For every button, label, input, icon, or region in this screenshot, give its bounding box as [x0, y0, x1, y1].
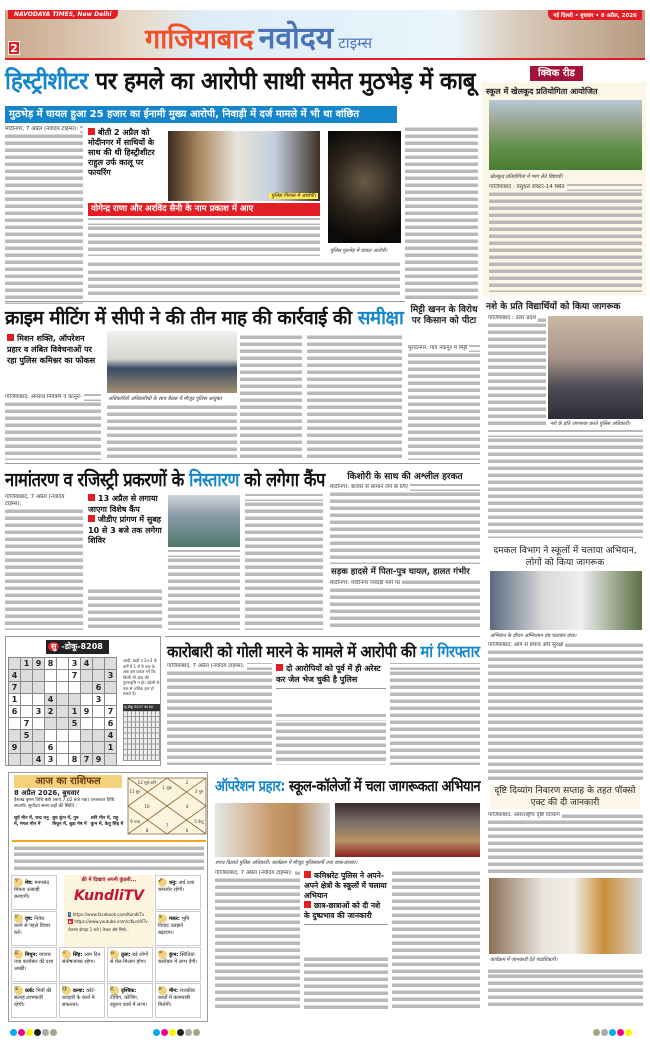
sudoku-cell[interactable]: 4 [45, 694, 57, 706]
sudoku-cell[interactable]: 4 [105, 730, 117, 742]
rashifal-date: 8 अप्रैल 2026, बुधवार [14, 789, 80, 797]
lead-headline: हिस्ट्रीशीटर पर हमले का आरोपी साथी समेत मुठभेड़ में काबू [5, 67, 476, 95]
quick-story4-photo [489, 878, 642, 954]
sudoku-cell[interactable]: 9 [33, 658, 45, 670]
crime-text-col2 [107, 404, 237, 460]
sudoku-cell[interactable] [9, 730, 21, 742]
kundli-house: 7 [165, 823, 169, 828]
zodiac-sign: ♏ वृश्चिक: टीचिंग, कोचिंग, ट्यूशन कार्य में लाभ। [107, 983, 153, 1018]
zodiac-glyph-icon: ♒ [158, 950, 167, 959]
quick-story2-text: गाजियाबाद : उत्तर प्रदेश [488, 315, 546, 425]
sudoku-cell[interactable]: 4 [33, 754, 45, 766]
sudoku-cell[interactable] [9, 754, 21, 766]
quick-story2-photo [548, 316, 643, 419]
kundli-house: 3 गुरु [194, 789, 204, 794]
zodiac-sign: ♈ मेष: मनपसंद मित्रता उत्साही बनाएगी। [11, 875, 57, 910]
sudoku-cell[interactable] [33, 670, 45, 682]
sudoku-cell[interactable]: 3 [69, 658, 81, 670]
sudoku-cell[interactable] [57, 706, 69, 718]
sudoku-cell[interactable]: 7 [105, 706, 117, 718]
zodiac-glyph-icon: ♈ [14, 878, 23, 887]
sudoku-cell[interactable] [33, 694, 45, 706]
quick-story2-headline: नशे के प्रति विद्यार्थियों को किया जागरूक [486, 302, 621, 312]
sudoku-instructions: आड़ी, खड़ी व 3×3 के वर्गों में 1 से 9 तक के अंक इस प्रकार भरें कि किसी भी अंक की पुनरावृत्ति न हो। पहेली के एक से अधिक हल हो सकते हैं। [123, 658, 160, 696]
sudoku-cell[interactable] [81, 742, 93, 754]
sudoku-cell[interactable] [9, 658, 21, 670]
zodiac-glyph-icon: ♌ [62, 950, 71, 959]
prahar-caption: शपथ दिलाते पुलिस अधिकारी। कार्यक्रम में मौजूद पुलिसकर्मी तथा छात्र-छात्राएं। [215, 860, 358, 866]
sudoku-cell[interactable]: 8 [69, 754, 81, 766]
kundli-ad [64, 875, 154, 947]
shooting-text-col3 [390, 663, 480, 765]
camp-text-col4 [245, 494, 323, 630]
zodiac-sign: ♑ मकर: भूमि विवाद उलझनें बढ़ाएगा। [155, 911, 201, 946]
prahar-photo-oath [215, 803, 330, 857]
lead-text-col1: मोदीनगर, 7 अप्रैल (नवोदय टाइम्स): [5, 126, 83, 304]
crime-text-col1: गाजियाबाद: अपराध नियंत्रण व कानून- [5, 394, 101, 460]
quick-read-tag: क्विक रीड [530, 66, 583, 81]
masthead-tag: NAVODAYA TIMES, New Delhi [8, 10, 118, 19]
lead-text-col-right [405, 126, 478, 301]
kundli-house: 12 सूर्य,शनि [137, 780, 157, 785]
page-number: 2 [8, 41, 20, 55]
sudoku-cell[interactable]: 6 [9, 706, 21, 718]
lead-photo-caption: पुलिस गिरफ्त में आरोपी। [271, 193, 316, 199]
sudoku-cell[interactable] [57, 694, 69, 706]
sudoku-cell[interactable] [57, 670, 69, 682]
sudoku-cell[interactable]: 6 [105, 718, 117, 730]
farmer-text: मुरादनगर: गांव नेकपुर में मिट्टी [408, 345, 480, 460]
shooting-headline: कारोबारी को गोली मारने के मामले में आरोपी की मां गिरफ्तार [167, 642, 480, 661]
sudoku-cell[interactable] [45, 682, 57, 694]
sudoku-cell[interactable]: 6 [93, 682, 105, 694]
lead-text-bottom [88, 262, 400, 298]
sudoku-cell[interactable]: 9 [93, 754, 105, 766]
sudoku-cell[interactable] [33, 718, 45, 730]
sudoku-cell[interactable]: 2 [45, 706, 57, 718]
sudoku [5, 636, 161, 766]
registration-marks-left [10, 1021, 58, 1040]
sudoku-cell[interactable] [21, 754, 33, 766]
sudoku-cell[interactable] [93, 658, 105, 670]
sudoku-cell[interactable] [9, 718, 21, 730]
sudoku-cell[interactable] [57, 754, 69, 766]
lead-subhead: मुठभेड़ में घायल हुआ 25 हजार का ईनामी मुख्य आरोपी, निवाड़ी में दर्ज मामले में भी था वांछित [9, 109, 360, 120]
sudoku-cell[interactable] [45, 718, 57, 730]
sudoku-cell[interactable] [45, 670, 57, 682]
quick-story4-headline: दृष्टि दिव्यांग निवारण सप्ताह के तहत पॉक्सो एक्ट की दी जानकारी [490, 785, 640, 809]
sudoku-cell[interactable] [45, 730, 57, 742]
sudoku-cell[interactable] [33, 682, 45, 694]
sudoku-cell[interactable]: 3 [105, 670, 117, 682]
planet-position: शनि मीन में, राहु कुंभ में, केतु सिंह में [90, 816, 124, 827]
shooting-text-col2 [276, 714, 386, 765]
sudoku-cell[interactable] [33, 742, 45, 754]
camp-text-col3 [168, 550, 240, 630]
kundli-chart [127, 777, 207, 835]
farmer-headline: मिट्टी खनन के विरोध पर किसान को पीटा [410, 305, 478, 326]
quick-story4-text: गाजियाबाद: अंतरराष्ट्रीय दृष्टि दिव्यांग [488, 812, 643, 874]
registration-marks-right [593, 1021, 633, 1040]
prahar-text-col3 [392, 870, 480, 1010]
sudoku-cell[interactable] [81, 670, 93, 682]
quick-story3-headline: दमकल विभाग ने स्कूलों में चलाया अभियान, लोगों को किया जागरूक [493, 546, 637, 568]
sudoku-grid[interactable] [8, 657, 117, 766]
kundli-ad-title: फ्री में दिखाएं अपनी कुंडली... [81, 877, 137, 883]
quick-story4-caption: कार्यक्रम में जानकारी देते पदाधिकारी। [490, 957, 558, 963]
quick-story2-caption: नशे के प्रति जागरूक करते पुलिस अधिकारी। [550, 421, 631, 427]
sudoku-cell[interactable] [81, 730, 93, 742]
sudoku-solution-title: सु-डोकू 8207 का हल [123, 704, 160, 711]
kundli-house: 4 [185, 804, 189, 809]
prahar-text-col1: गाजियाबाद, 7 अप्रैल (नवोदय टाइम्स): [215, 870, 300, 1010]
kundli-facebook-link[interactable]: f https://www.facebook.com/KundliTv [69, 912, 145, 917]
kundli-house: 9 चन्द्र [130, 819, 140, 824]
shooting-text-col1: गाजियाबाद, 7 अप्रैल (नवोदय टाइम्स): [167, 663, 272, 765]
sudoku-cell[interactable] [93, 742, 105, 754]
zodiac-glyph-icon: ♐ [158, 878, 167, 887]
sudoku-title: सु -डोकू-8208 [46, 640, 109, 654]
zodiac-sign: ♎ तुला: बड़े लोगों से मेल-मिलाप होगा। [107, 947, 153, 982]
sudoku-cell[interactable] [81, 682, 93, 694]
girl-headline: किशोरी के साथ की अश्लील हरकत [347, 472, 463, 482]
youtube-icon: ▶ [69, 919, 73, 924]
sudoku-cell[interactable] [69, 682, 81, 694]
zodiac-glyph-icon: ♍ [62, 986, 71, 995]
camp-photo [168, 495, 240, 547]
sudoku-cell[interactable]: 7 [9, 682, 21, 694]
crime-caption: अधिकारियों अधिकारियों के साथ बैठक में मौजूद पुलिस आयुक्त [108, 396, 222, 402]
sudoku-cell[interactable] [69, 694, 81, 706]
rashifal [8, 772, 208, 1022]
lead-text-box [88, 218, 320, 256]
kundli-house: 2 [185, 780, 189, 785]
title-times: टाइम्स [338, 34, 373, 52]
crime-photo [107, 331, 237, 393]
lead-photo-arrest [168, 131, 320, 201]
sudoku-cell[interactable]: 8 [45, 658, 57, 670]
sudoku-cell[interactable] [105, 754, 117, 766]
kundli-house: 11 बुध [129, 789, 141, 794]
sudoku-cell[interactable] [57, 682, 69, 694]
zodiac-sign: ♌ सिंह: आम दिन संतोषजनक रहेगा। [59, 947, 105, 982]
sudoku-cell[interactable] [105, 694, 117, 706]
masthead-date: नई दिल्ली • बुधवार • 8 अप्रैल, 2026 [548, 10, 642, 20]
zodiac-glyph-icon: ♋ [14, 986, 23, 995]
zodiac-glyph-icon: ♎ [110, 950, 119, 959]
kundli-house: 10 [144, 804, 150, 809]
sudoku-cell[interactable]: 1 [21, 658, 33, 670]
sudoku-cell[interactable] [57, 730, 69, 742]
sudoku-cell[interactable]: 4 [81, 658, 93, 670]
sudoku-cell[interactable]: 5 [69, 718, 81, 730]
lead-kicker: बीती 2 अप्रैल को मोदीनगर में साथियों के साथ की थी हिस्ट्रीशीटर राहुल उर्फ कालू पर फायरिंग [88, 128, 155, 177]
sudoku-cell[interactable]: 5 [21, 730, 33, 742]
sudoku-cell[interactable]: 4 [9, 670, 21, 682]
sudoku-cell[interactable] [69, 730, 81, 742]
sudoku-cell[interactable] [57, 742, 69, 754]
sudoku-cell[interactable] [21, 706, 33, 718]
crime-text-col3 [240, 334, 302, 460]
sudoku-cell[interactable]: 1 [9, 694, 21, 706]
accident-headline: सड़क हादसे में पिता-पुत्र घायल, हालत गंभीर [331, 567, 470, 577]
shooting-kicker: दो आरोपियों को पूर्व में ही अरेस्ट कर जेल भेज चुकी है पुलिस [276, 663, 386, 689]
sudoku-cell[interactable]: 7 [81, 754, 93, 766]
zodiac-sign: ♒ कुंभ: स्थितियां कारोबार में लाभ देंगी। [155, 947, 201, 982]
girl-text: मोदीनगर: बाजार से सामान लेने के लिए [330, 484, 480, 564]
quick-story3-photo [490, 571, 642, 630]
lead-photo2-caption: पुलिस मुठभेड़ में घायल आरोपी। [330, 248, 388, 254]
title-ghaziabad: गाजियाबाद [145, 24, 254, 55]
camp-headline: नामांतरण व रजिस्ट्री प्रकरणों के निस्तारण को लगेगा कैंप [5, 469, 325, 491]
planet-position: बुध कुंभ में, गुरु मिथुन में, शुक्र मेष में [52, 816, 87, 827]
zodiac-sign: ♓ मीन: राजकीय कार्यों में कामयाबी मिलेगी। [155, 983, 201, 1018]
kundli-youtube-link[interactable]: ▶ https://www.youtube.com/c/KundliTv [69, 919, 148, 924]
masthead [5, 10, 645, 60]
zodiac-glyph-icon: ♊ [14, 950, 23, 959]
accident-text: मोदीनगर: मोदीनगर निवाड़ी मार्ग पर [330, 580, 480, 630]
facebook-icon: f [69, 912, 71, 917]
masthead-title [145, 16, 372, 57]
sudoku-cell[interactable] [105, 682, 117, 694]
prahar-text-col2 [304, 955, 388, 1010]
kundli-house: 1 शुक्र [162, 785, 172, 790]
crime-kicker: मिशन शक्ति, ऑपरेशन प्रहार व लंबित विवेचनाओं पर रहा पुलिस कमिश्नर का फोकस [7, 334, 96, 365]
quick-story3-text: गाजियाबाद: आग से बचाव और सुरक्षा [488, 642, 643, 782]
rashifal-planets [14, 816, 126, 827]
quick-story2-text2 [488, 430, 643, 538]
sudoku-cell[interactable] [33, 730, 45, 742]
zodiac-glyph-icon: ♓ [158, 986, 167, 995]
sudoku-solution-grid [123, 711, 160, 761]
sudoku-cell[interactable]: 3 [45, 754, 57, 766]
sudoku-cell[interactable] [69, 742, 81, 754]
sudoku-cell[interactable]: 1 [105, 742, 117, 754]
sudoku-cell[interactable]: 9 [81, 706, 93, 718]
registration-marks-mid [153, 1021, 201, 1040]
zodiac-glyph-icon: ♑ [158, 914, 167, 923]
lead-redbar: योगेन्द्र राणा और अरविंद सैनी के नाम प्रकाश में आए [91, 204, 254, 214]
sudoku-cell[interactable] [81, 718, 93, 730]
sudoku-cell[interactable] [21, 742, 33, 754]
sudoku-cell[interactable] [105, 658, 117, 670]
quick-story1-caption: खेलकूद प्रतियोगिता में भाग लेते विद्यार्थी। [490, 174, 564, 180]
kundli-ad-time: रोज़ाना दोपहर 1 बजे | केवल और सिर्फ... [68, 927, 130, 932]
kundli-house: 5 केतु [194, 819, 204, 824]
sudoku-cell[interactable]: 7 [69, 670, 81, 682]
sudoku-cell[interactable]: 1 [69, 706, 81, 718]
sudoku-cell[interactable] [21, 670, 33, 682]
zodiac-sign: ♋ कर्क: मित्रों की सलाह लाभकारी रहेगी। [11, 983, 57, 1018]
zodiac-glyph-icon: ♉ [14, 914, 23, 923]
quick-story3-caption: अभियान के दौरान अग्निशमन यंत्र चलाकर छात्र। [490, 633, 577, 639]
zodiac-sign: ♉ वृष: निवेश करने से पहले विचार करें। [11, 911, 57, 946]
sudoku-cell[interactable]: 7 [21, 718, 33, 730]
sudoku-cell[interactable] [93, 718, 105, 730]
camp-kicker: 13 अप्रैल से लगाया जाएगा विशेष कैंप जीडीए प्रांगण में सुबह 10 से 3 बजे तक लगेगा शिविर [88, 494, 162, 545]
zodiac-sign: ♊ मिथुन: व्यापार तथा कारोबार की दशा अच्छी। [11, 947, 57, 982]
camp-text-col1: गाजियाबाद, 7 अप्रैल (नवोदय टाइम्स): [5, 494, 83, 630]
sudoku-cell[interactable] [93, 670, 105, 682]
sudoku-cell[interactable] [57, 718, 69, 730]
sudoku-cell[interactable]: 6 [45, 742, 57, 754]
quick-story1-photo [489, 100, 642, 170]
quick-story1-text: गाजियाबाद : वसुंधरा सेक्टर-14 स्थित [489, 184, 642, 292]
crime-headline: क्राइम मीटिंग में सीपी ने की तीन माह की कार्रवाई की समीक्षा [5, 307, 404, 329]
sudoku-cell[interactable] [21, 694, 33, 706]
title-navodaya: नवोदय [258, 21, 334, 56]
sudoku-cell[interactable]: 3 [93, 694, 105, 706]
zodiac-sign: ♐ धनु: अर्थ दशा कमजोर रहेगी। [155, 875, 201, 910]
quick-story4-text2 [488, 966, 643, 1006]
sudoku-cell[interactable] [93, 706, 105, 718]
sudoku-logo: सु [48, 642, 59, 651]
prahar-headline: ऑपरेशन प्रहार: स्कूल-कॉलेजों में चला जागरूकता अभियान [215, 777, 481, 795]
prahar-photo-group [335, 803, 480, 857]
camp-text-col2 [88, 588, 162, 630]
sudoku-cell[interactable] [93, 730, 105, 742]
rashifal-almanac [14, 844, 204, 871]
zodiac-glyph-icon: ♏ [110, 986, 119, 995]
kundli-house: 6 [185, 828, 189, 833]
lead-photo-injured [328, 131, 401, 243]
planet-position: सूर्य मीन में, चन्द्र धनु में, मंगल मीन में [14, 816, 49, 827]
kundli-logo: KundliTV [73, 888, 145, 904]
crime-text-col4 [307, 334, 402, 460]
rashifal-panchang: वैशाख कृष्ण तिथि षष्ठी (सायं 7.02 बजे तक) तत्पश्चात तिथि सप्तमी। सूर्योदय समय ग्रहों की स्थिति : [14, 798, 115, 809]
quick-story1-headline: स्कूल में खेलकूद प्रतियोगिता आयोजित [486, 87, 598, 96]
sudoku-cell[interactable]: 9 [9, 742, 21, 754]
zodiac-sign: ♍ कन्या: कोर्ट-कचहरी के कार्य में सफलता। [59, 983, 105, 1018]
prahar-kicker: कमिश्नरेट पुलिस ने अपने-अपने क्षेत्रों के स्कूलों में चलाया अभियान छात्र-छात्राओं को दी नशे के दुष्प्रभाव की जानकारी [304, 871, 388, 925]
sudoku-cell[interactable] [57, 658, 69, 670]
rashifal-title: आज का राशिफल [14, 775, 122, 788]
sudoku-cell[interactable] [81, 694, 93, 706]
kundli-house: 8 [145, 828, 149, 833]
sudoku-cell[interactable]: 3 [33, 706, 45, 718]
sudoku-cell[interactable] [21, 682, 33, 694]
